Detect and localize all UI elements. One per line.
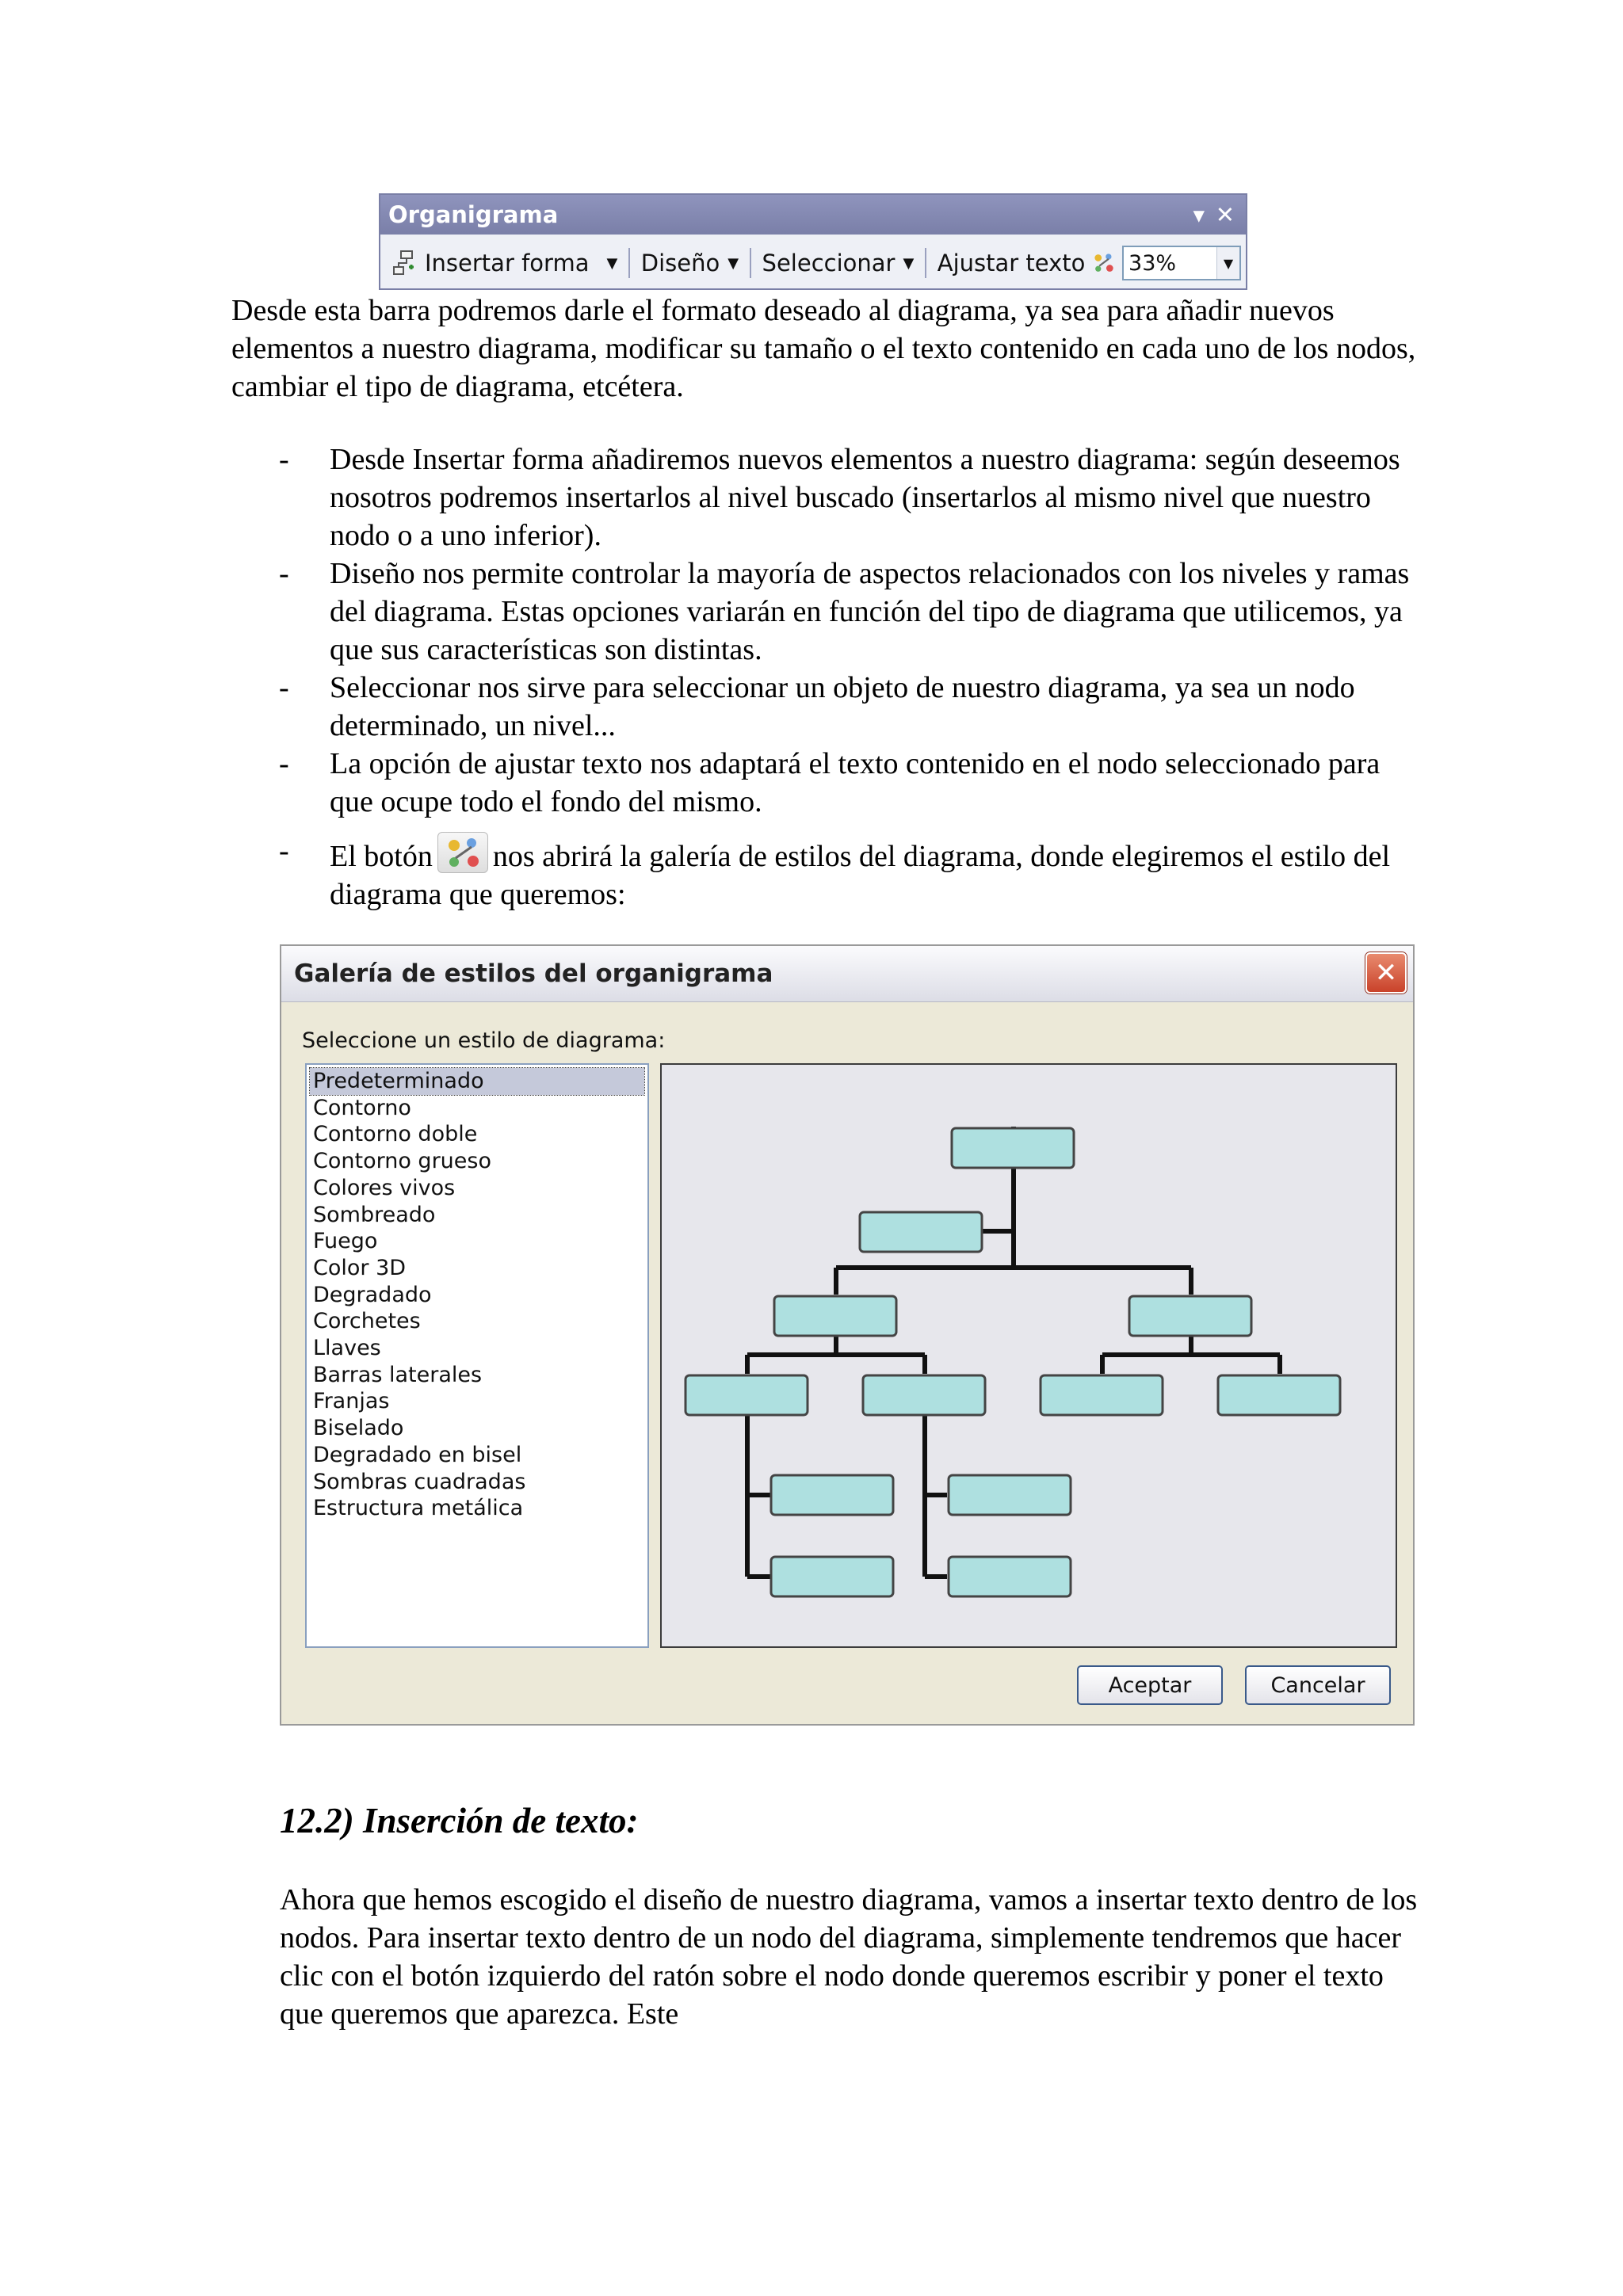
insert-shape-label: Insertar forma xyxy=(425,250,590,277)
chevron-down-icon: ▼ xyxy=(727,254,739,272)
style-gallery-icon[interactable] xyxy=(1091,246,1116,280)
select-button[interactable] xyxy=(756,250,921,277)
fit-text-button[interactable] xyxy=(931,250,1092,277)
options-list xyxy=(231,441,1420,913)
org-chart-preview xyxy=(662,1065,1396,1646)
style-list-item[interactable]: Degradado xyxy=(313,1282,432,1307)
insert-shape-icon xyxy=(391,250,418,277)
diagram-preview xyxy=(660,1063,1397,1648)
chevron-down-icon: ▼ xyxy=(903,254,915,272)
org-node xyxy=(949,1557,1071,1596)
style-list-item[interactable]: Biselado xyxy=(313,1416,404,1441)
section-heading: 12.2) Inserción de texto: xyxy=(280,1801,639,1840)
insert-shape-button[interactable] xyxy=(385,250,624,277)
org-node xyxy=(949,1475,1071,1515)
bullet-text: La opción de ajustar texto nos adaptará el texto contenido en el nodo seleccionado para que ocupe todo el fondo del mismo. xyxy=(330,747,1381,818)
style-list-item[interactable]: Sombras cuadradas xyxy=(313,1469,526,1494)
style-gallery-icon xyxy=(437,832,488,873)
section-paragraph: Ahora que hemos escogido el diseño de nuestro diagrama, vamos a insertar texto dentro de los nodos. Para insertar texto dentro de un nodo del diagrama, simplemente tendremos que hacer clic con el botón izquierdo del ratón sobre el nodo donde queremos escribir y poner el texto que queremos que aparezca. Este xyxy=(280,1883,1418,2031)
toolbar-separator xyxy=(925,248,926,278)
chevron-down-icon: ▼ xyxy=(606,254,618,272)
style-list-item[interactable]: Contorno xyxy=(313,1095,411,1120)
list-item: - El botón nos abrirá la galería de estilos del diagrama, donde elegiremos el estilo del diagrama que queremos: xyxy=(231,832,1420,913)
org-node xyxy=(771,1475,893,1515)
org-node xyxy=(860,1212,982,1252)
list-item: - Desde Insertar forma añadiremos nuevos elementos a nuestro diagrama: según deseemos nosotros podremos insertarlos al nivel buscado (insertarlos al mismo nivel que nuestro nodo o a uno inferior). xyxy=(279,443,1400,552)
style-list-item[interactable]: Corchetes xyxy=(313,1309,421,1334)
zoom-value: 33% xyxy=(1128,250,1177,276)
bullet-text: Seleccionar nos sirve para seleccionar un objeto de nuestro diagrama, ya sea un nodo determinado, un nivel... xyxy=(330,671,1355,742)
style-list-item[interactable]: Fuego xyxy=(313,1229,378,1254)
list-item: - Seleccionar nos sirve para seleccionar un objeto de nuestro diagrama, ya sea un nodo determinado, un nivel... xyxy=(279,671,1355,742)
style-list-item[interactable]: Barras laterales xyxy=(313,1362,483,1387)
org-node xyxy=(774,1296,896,1336)
org-chart-toolbar xyxy=(379,193,1247,290)
list-item: - Diseño nos permite controlar la mayoría de aspectos relacionados con los niveles y ramas del diagrama. Estas opciones variarán en función del tipo de diagrama que utilicemos, ya que sus características son distintas. xyxy=(279,557,1410,666)
style-list-item[interactable]: Degradado en bisel xyxy=(313,1442,522,1467)
bullet-text: Desde Insertar forma añadiremos nuevos elementos a nuestro diagrama: según deseemos nosotros podremos insertarlos al nivel buscado (insertarlos al mismo nivel que nuestro nodo o a uno inferior). xyxy=(330,443,1400,552)
org-node xyxy=(1129,1296,1251,1336)
org-node xyxy=(1218,1375,1340,1415)
org-node xyxy=(863,1375,985,1415)
style-listbox[interactable] xyxy=(305,1063,649,1648)
org-node xyxy=(771,1557,893,1596)
style-gallery-dialog xyxy=(280,944,1415,1726)
style-prompt: Seleccione un estilo de diagrama: xyxy=(302,1028,666,1053)
toolbar-buttons xyxy=(385,241,1241,285)
fit-text-label: Ajustar texto xyxy=(937,250,1086,277)
style-list-item[interactable]: Estructura metálica xyxy=(313,1496,524,1521)
close-icon[interactable]: ✕ xyxy=(1365,952,1407,994)
design-label: Diseño xyxy=(640,250,720,277)
toolbar-menu-icon[interactable]: ▾ xyxy=(1193,201,1205,228)
chevron-down-icon[interactable]: ▼ xyxy=(1216,247,1239,279)
org-node xyxy=(685,1375,808,1415)
toolbar-title: Organigrama xyxy=(388,201,559,228)
style-list-item[interactable]: Sombreado xyxy=(313,1202,436,1227)
toolbar-close-icon[interactable]: ✕ xyxy=(1215,201,1235,228)
dialog-title: Galería de estilos del organigrama xyxy=(281,946,1413,1002)
toolbar-separator xyxy=(628,248,629,278)
bullet-text: Diseño nos permite controlar la mayoría de aspectos relacionados con los niveles y ramas del diagrama. Estas opciones variarán en función del tipo de diagrama que utilicemos, ya que sus características son distintas. xyxy=(330,557,1410,666)
bullet-text-after: nos abrirá la galería de estilos del diagrama, donde elegiremos el estilo del diagrama que queremos: xyxy=(330,840,1391,911)
style-list-item[interactable]: Llaves xyxy=(313,1336,381,1361)
design-button[interactable] xyxy=(635,250,745,277)
list-item: - La opción de ajustar texto nos adaptará el texto contenido en el nodo seleccionado para que ocupe todo el fondo del mismo. xyxy=(279,747,1381,818)
style-list-item[interactable]: Predeterminado xyxy=(310,1068,644,1095)
cancel-button[interactable]: Cancelar xyxy=(1245,1665,1391,1705)
bullet-text-before: El botón xyxy=(330,840,433,873)
zoom-select[interactable] xyxy=(1122,246,1241,280)
ok-button[interactable]: Aceptar xyxy=(1077,1665,1223,1705)
org-node xyxy=(1041,1375,1163,1415)
style-list-item[interactable]: Contorno doble xyxy=(313,1122,478,1147)
style-list-item[interactable]: Colores vivos xyxy=(313,1175,456,1200)
select-label: Seleccionar xyxy=(762,250,896,277)
style-list-item[interactable]: Franjas xyxy=(313,1389,390,1414)
style-list-item[interactable]: Contorno grueso xyxy=(313,1149,491,1174)
style-list-item[interactable]: Color 3D xyxy=(313,1255,407,1280)
org-node xyxy=(952,1128,1074,1168)
intro-paragraph: Desde esta barra podremos darle el formato deseado al diagrama, ya sea para añadir nuevos elementos a nuestro diagrama, modificar su tamaño o el texto contenido en cada uno de los nodos, cambiar el tipo de diagrama, etcétera. xyxy=(231,294,1416,403)
toolbar-titlebar xyxy=(380,195,1246,235)
